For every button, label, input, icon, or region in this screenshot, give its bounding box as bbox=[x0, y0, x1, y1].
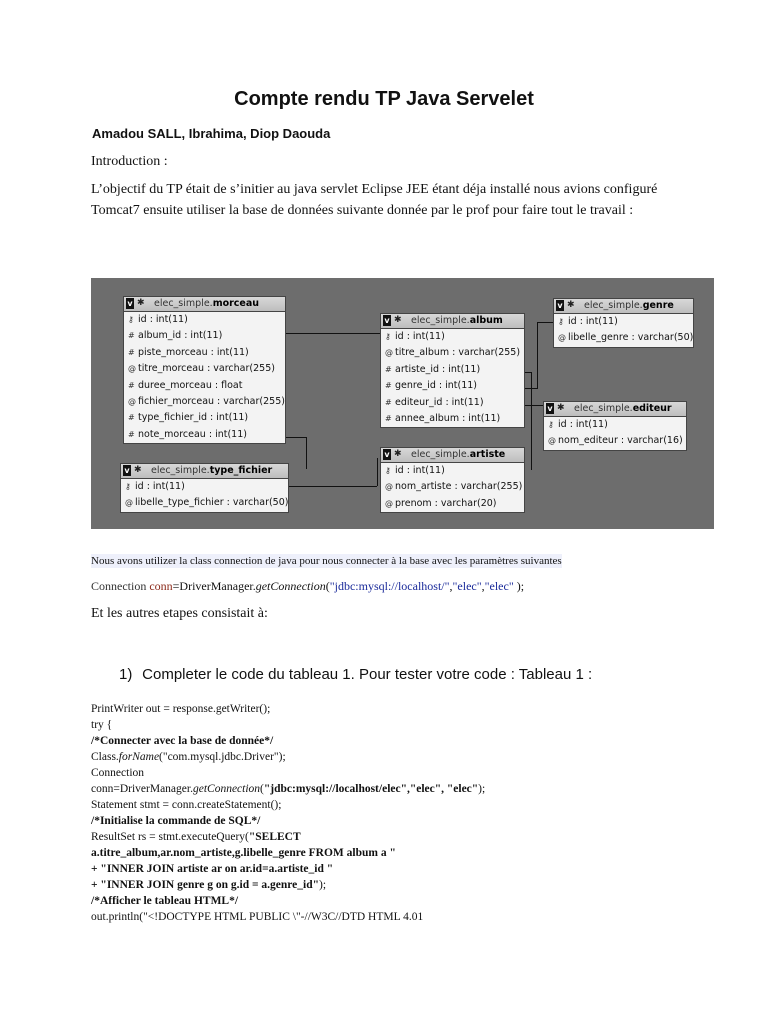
text-icon: @ bbox=[548, 436, 556, 446]
code-line: + "INNER JOIN genre g on g.id = a.genre_id"); bbox=[91, 879, 327, 891]
list-text: Completer le code du tableau 1. Pour tester votre code : Tableau 1 : bbox=[142, 666, 593, 683]
highlighted-note: Nous avons utilizer la class connection de java pour nous connecter à la base avec les paramètres suivantes bbox=[91, 555, 562, 567]
table-name: morceau bbox=[212, 298, 260, 309]
code-line: Class.forName("com.mysql.jdbc.Driver"); bbox=[91, 751, 286, 763]
code-line: ResultSet rs = stmt.executeQuery("SELECT bbox=[91, 831, 301, 843]
relation-line bbox=[523, 388, 537, 389]
gear-icon[interactable]: ✱ bbox=[137, 298, 145, 308]
database-schema-diagram bbox=[91, 278, 714, 529]
table-name: editeur bbox=[632, 403, 672, 414]
table-field: # album_id : int(11) bbox=[124, 328, 285, 344]
relation-line bbox=[287, 486, 377, 487]
relation-line bbox=[377, 458, 378, 486]
code-comment: /*Connecter avec la base de donnée*/ bbox=[91, 735, 274, 747]
code-line: Statement stmt = conn.createStatement(); bbox=[91, 799, 282, 811]
table-name: artiste bbox=[469, 449, 506, 460]
table-field: @ libelle_type_fichier : varchar(50) bbox=[121, 495, 288, 511]
collapse-icon[interactable]: v bbox=[127, 299, 133, 308]
table-name: album bbox=[469, 315, 503, 326]
gear-icon[interactable]: ✱ bbox=[567, 300, 575, 310]
table-field: # duree_morceau : float bbox=[124, 378, 285, 394]
relation-line bbox=[537, 322, 553, 323]
table-artiste[interactable]: v ✱ elec_simple.artiste ⚷ id : int(11) @ nom_artiste : varchar(255) @ prenom : varchar(20) bbox=[380, 447, 525, 513]
list-item-step-1 bbox=[119, 666, 592, 683]
gear-icon[interactable]: ✱ bbox=[134, 465, 142, 475]
relation-line bbox=[537, 322, 538, 389]
table-field: ⚷ id : int(11) bbox=[124, 312, 285, 328]
collapse-icon[interactable]: v bbox=[547, 404, 553, 413]
table-editeur[interactable]: v ✱ elec_simple.editeur ⚷ id : int(11) @ nom_editeur : varchar(16) bbox=[543, 401, 687, 451]
intro-heading: Introduction : bbox=[91, 154, 168, 169]
hash-icon: # bbox=[128, 347, 135, 357]
table-field: @ fichier_morceau : varchar(255) bbox=[124, 394, 285, 410]
list-number: 1) bbox=[119, 666, 133, 683]
collapse-icon[interactable]: v bbox=[384, 316, 390, 325]
table-field: # editeur_id : int(11) bbox=[381, 395, 524, 411]
table-field: @ nom_artiste : varchar(255) bbox=[381, 479, 524, 495]
relation-line bbox=[306, 437, 307, 469]
text-icon: @ bbox=[128, 396, 136, 406]
table-name: type_fichier bbox=[209, 465, 273, 476]
hash-icon: # bbox=[385, 364, 392, 374]
hash-icon: # bbox=[128, 429, 135, 439]
text-icon: @ bbox=[125, 498, 133, 508]
table-field: # artiste_id : int(11) bbox=[381, 362, 524, 378]
table-field: # note_morceau : int(11) bbox=[124, 427, 285, 443]
table-album[interactable]: v ✱ elec_simple.album ⚷ id : int(11) @ titre_album : varchar(255) # artiste_id : int(11) # genre_id : int(11) # editeur_id : int(11) # annee_album : int(11) bbox=[380, 313, 525, 428]
table-field: @ libelle_genre : varchar(50) bbox=[554, 330, 693, 346]
table-name: genre bbox=[642, 300, 674, 311]
text-icon: @ bbox=[385, 348, 393, 358]
connection-code-line: Connection conn=DriverManager.getConnection("jdbc:mysql://localhost/","elec","elec" ); bbox=[91, 579, 525, 593]
code-line: Connection bbox=[91, 767, 145, 779]
code-comment: /*Initialise la commande de SQL*/ bbox=[91, 815, 261, 827]
table-genre[interactable]: v ✱ elec_simple.genre ⚷ id : int(11) @ libelle_genre : varchar(50) bbox=[553, 298, 694, 348]
table-field: # type_fichier_id : int(11) bbox=[124, 410, 285, 426]
table-field: # piste_morceau : int(11) bbox=[124, 345, 285, 361]
hash-icon: # bbox=[385, 413, 392, 423]
steps-intro: Et les autres etapes consistait à: bbox=[91, 606, 268, 621]
gear-icon[interactable]: ✱ bbox=[557, 403, 565, 413]
hash-icon: # bbox=[128, 413, 135, 423]
table-field: @ titre_morceau : varchar(255) bbox=[124, 361, 285, 377]
authors-line: Amadou SALL, Ibrahima, Diop Daouda bbox=[92, 126, 331, 141]
collapse-icon[interactable]: v bbox=[124, 466, 130, 475]
relation-line bbox=[284, 333, 380, 334]
collapse-icon[interactable]: v bbox=[384, 450, 390, 459]
table-type-fichier[interactable]: v ✱ elec_simple.type_fichier ⚷ id : int(11) @ libelle_type_fichier : varchar(50) bbox=[120, 463, 289, 513]
code-line: conn=DriverManager.getConnection("jdbc:mysql://localhost/elec","elec", "elec"); bbox=[91, 783, 486, 795]
gear-icon[interactable]: ✱ bbox=[394, 315, 402, 325]
code-line: out.println("<!DOCTYPE HTML PUBLIC \"-//W3C//DTD HTML 4.01 bbox=[91, 911, 424, 923]
table-field: ⚷ id : int(11) bbox=[544, 417, 686, 433]
text-icon: @ bbox=[558, 333, 566, 343]
hash-icon: # bbox=[385, 397, 392, 407]
table-field: @ titre_album : varchar(255) bbox=[381, 345, 524, 361]
text-icon: @ bbox=[128, 364, 136, 374]
text-icon: @ bbox=[385, 482, 393, 492]
hash-icon: # bbox=[128, 331, 135, 341]
table-field: @ prenom : varchar(20) bbox=[381, 496, 524, 512]
key-icon: ⚷ bbox=[385, 466, 391, 475]
relation-line bbox=[523, 405, 543, 406]
code-line: try { bbox=[91, 719, 113, 731]
relation-line bbox=[284, 437, 306, 438]
code-comment: /*Afficher le tableau HTML*/ bbox=[91, 895, 239, 907]
key-icon: ⚷ bbox=[548, 420, 554, 429]
key-icon: ⚷ bbox=[125, 482, 131, 491]
table-field: # annee_album : int(11) bbox=[381, 411, 524, 427]
code-block bbox=[91, 701, 691, 925]
table-field: ⚷ id : int(11) bbox=[381, 329, 524, 345]
table-field: ⚷ id : int(11) bbox=[121, 479, 288, 495]
relation-line bbox=[531, 372, 532, 470]
code-line: PrintWriter out = response.getWriter(); bbox=[91, 703, 271, 715]
key-icon: ⚷ bbox=[385, 332, 391, 341]
intro-paragraph: L’objectif du TP était de s’initier au java servlet Eclipse JEE étant déja installé nous avions configuré Tomcat7 ensuite utiliser la base de données suivante donnée par le prof pour faire tout le travail : bbox=[91, 182, 658, 218]
table-field: ⚷ id : int(11) bbox=[381, 463, 524, 479]
table-field: @ nom_editeur : varchar(16) bbox=[544, 433, 686, 449]
gear-icon[interactable]: ✱ bbox=[394, 449, 402, 459]
code-line: a.titre_album,ar.nom_artiste,g.libelle_genre FROM album a " bbox=[91, 847, 396, 859]
table-field: # genre_id : int(11) bbox=[381, 378, 524, 394]
key-icon: ⚷ bbox=[558, 317, 564, 326]
document-title: Compte rendu TP Java Servelet bbox=[234, 88, 534, 110]
table-field: ⚷ id : int(11) bbox=[554, 314, 693, 330]
hash-icon: # bbox=[385, 381, 392, 391]
hash-icon: # bbox=[128, 380, 135, 390]
collapse-icon[interactable]: v bbox=[557, 301, 563, 310]
key-icon: ⚷ bbox=[128, 315, 134, 324]
table-morceau[interactable]: v ✱ elec_simple.morceau ⚷ id : int(11) # album_id : int(11) # piste_morceau : int(11) @ titre_morceau : varchar(255) # duree_morceau : float @ fichier_morceau : varchar(255) # type_fichier_id : int(11) # note_morceau : int(11) bbox=[123, 296, 286, 444]
text-icon: @ bbox=[385, 498, 393, 508]
code-line: + "INNER JOIN artiste ar on ar.id=a.artiste_id " bbox=[91, 863, 334, 875]
